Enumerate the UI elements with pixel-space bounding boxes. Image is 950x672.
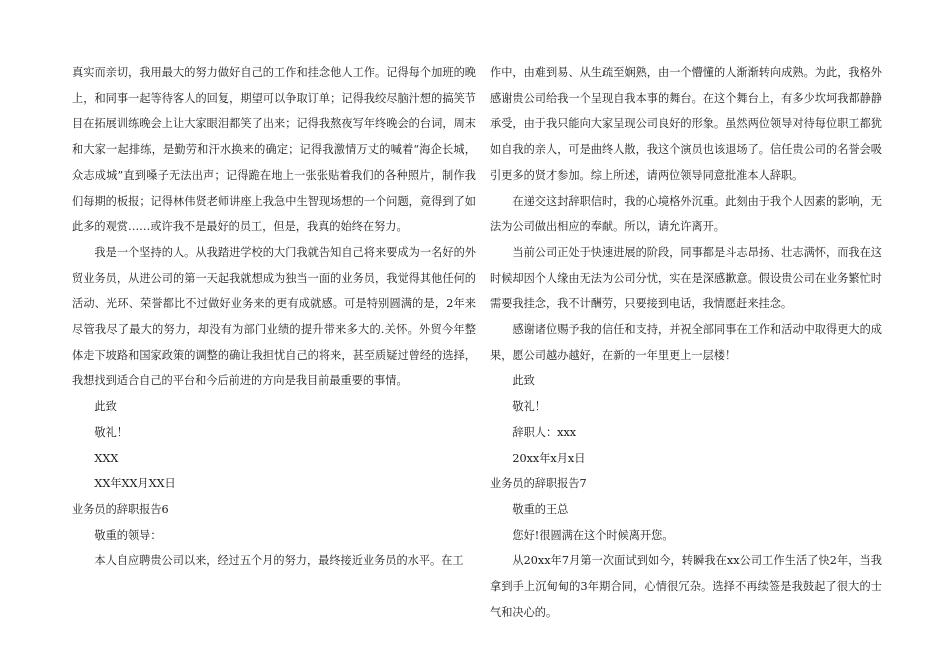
paragraph: 在递交这封辞职信时，我的心境格外沉重。此刻由于我个人因素的影响，无法为公司做出相应的奉献。所以，请允许离开。	[490, 194, 882, 234]
greeting: 您好!很圆满在这个时候离开您。	[512, 528, 674, 542]
paragraph: 从20xx年7月第一次面试到如今，转瞬我在xx公司工作生活了快2年，当我拿到手上沉甸甸的3年期合同，心情很冗杂。选择不再续签是我鼓起了很大的士气和决心的。	[490, 554, 882, 619]
left-column	[72, 60, 476, 574]
right-column	[490, 60, 882, 625]
section-title: 业务员的辞职报告7	[490, 477, 587, 491]
closing-line: 此致	[512, 374, 535, 388]
signature-date: XX年XX月XX日	[94, 477, 176, 491]
signature-name: XXX	[94, 451, 119, 465]
salutation: 敬重的领导：	[94, 528, 162, 542]
signature-date: 20xx年x月x日	[512, 451, 586, 465]
closing-line: 此致	[94, 400, 117, 414]
paragraph: 感谢诸位赐予我的信任和支持，并祝全部同事在工作和活动中取得更大的成果，愿公司越办越好，在新的一年里更上一层楼！	[490, 323, 882, 362]
signature-name: 辞职人：xxx	[512, 425, 577, 439]
salutation: 敬重的王总	[512, 502, 569, 516]
section-title: 业务员的辞职报告6	[72, 502, 169, 516]
closing-salute: 敬礼！	[94, 425, 128, 439]
closing-salute: 敬礼！	[512, 400, 546, 414]
paragraph: 当前公司正处于快速进展的阶段，同事都是斗志昂扬、壮志满怀，而我在这时候却因个人缘由无法为公司分忧，实在是深感歉意。假设贵公司在业务繁忙时需要我挂念，我不计酬劳，只要接到电话，我情愿赶来挂念。	[490, 245, 882, 311]
paragraph: 本人自应聘贵公司以来，经过五个月的努力，最终接近业务员的水平。在工	[94, 554, 464, 568]
paragraph: 我是一个坚持的人。从我踏进学校的大门我就告知自己将来要成为一名好的外贸业务员，从进公司的第一天起我就想成为独当一面的业务员，我觉得其他任何的活动、光环、荣誉都比不过做好业务来的更有成就感。可是特别圆满的是，2年来尽管我尽了最大的努力，却没有为部门业绩的提升带来多大的.关怀。外贸今年整体走下坡路和国家政策的调整的确让我担忧自己的将来，甚至质疑过曾经的选择，我想找到适合自己的平台和今后前进的方向是我目前最重要的事情。	[72, 245, 476, 388]
paragraph: 真实而亲切，我用最大的努力做好自己的工作和挂念他人工作。记得每个加班的晚上，和同事一起等待客人的回复，期望可以争取订单；记得我绞尽脑汁想的搞笑节目在拓展训练晚会上让大家眼泪都笑了出来；记得我熬夜写年终晚会的台词，周末和大家一起排练，是勤劳和汗水换来的确定；记得我激情万丈的喊着“海企长城，众志成城”直到嗓子无法出声；记得跪在地上一张张贴着我们的各种照片，制作我们每期的板报；记得林伟贤老师讲座上我急中生智现场想的一个问题，竟得到了如此多的观赏……或许我不是最好的员工，但是，我真的始终在努力。	[72, 66, 476, 234]
paragraph: 作中，由难到易、从生疏至娴熟，由一个懵懂的人渐渐转向成熟。为此，我格外感谢贵公司给我一个呈现自我本事的舞台。在这个舞台上，有多少坎坷我都静静承受，由于我只能向大家呈现公司良好的形象。虽然两位领导对待每位职工都犹如自我的亲人，可是曲终人散，我这个演员也该退场了。信任贵公司的名誉会吸引更多的贤才参加。综上所述，请两位领导同意批准本人辞职。	[490, 66, 882, 182]
